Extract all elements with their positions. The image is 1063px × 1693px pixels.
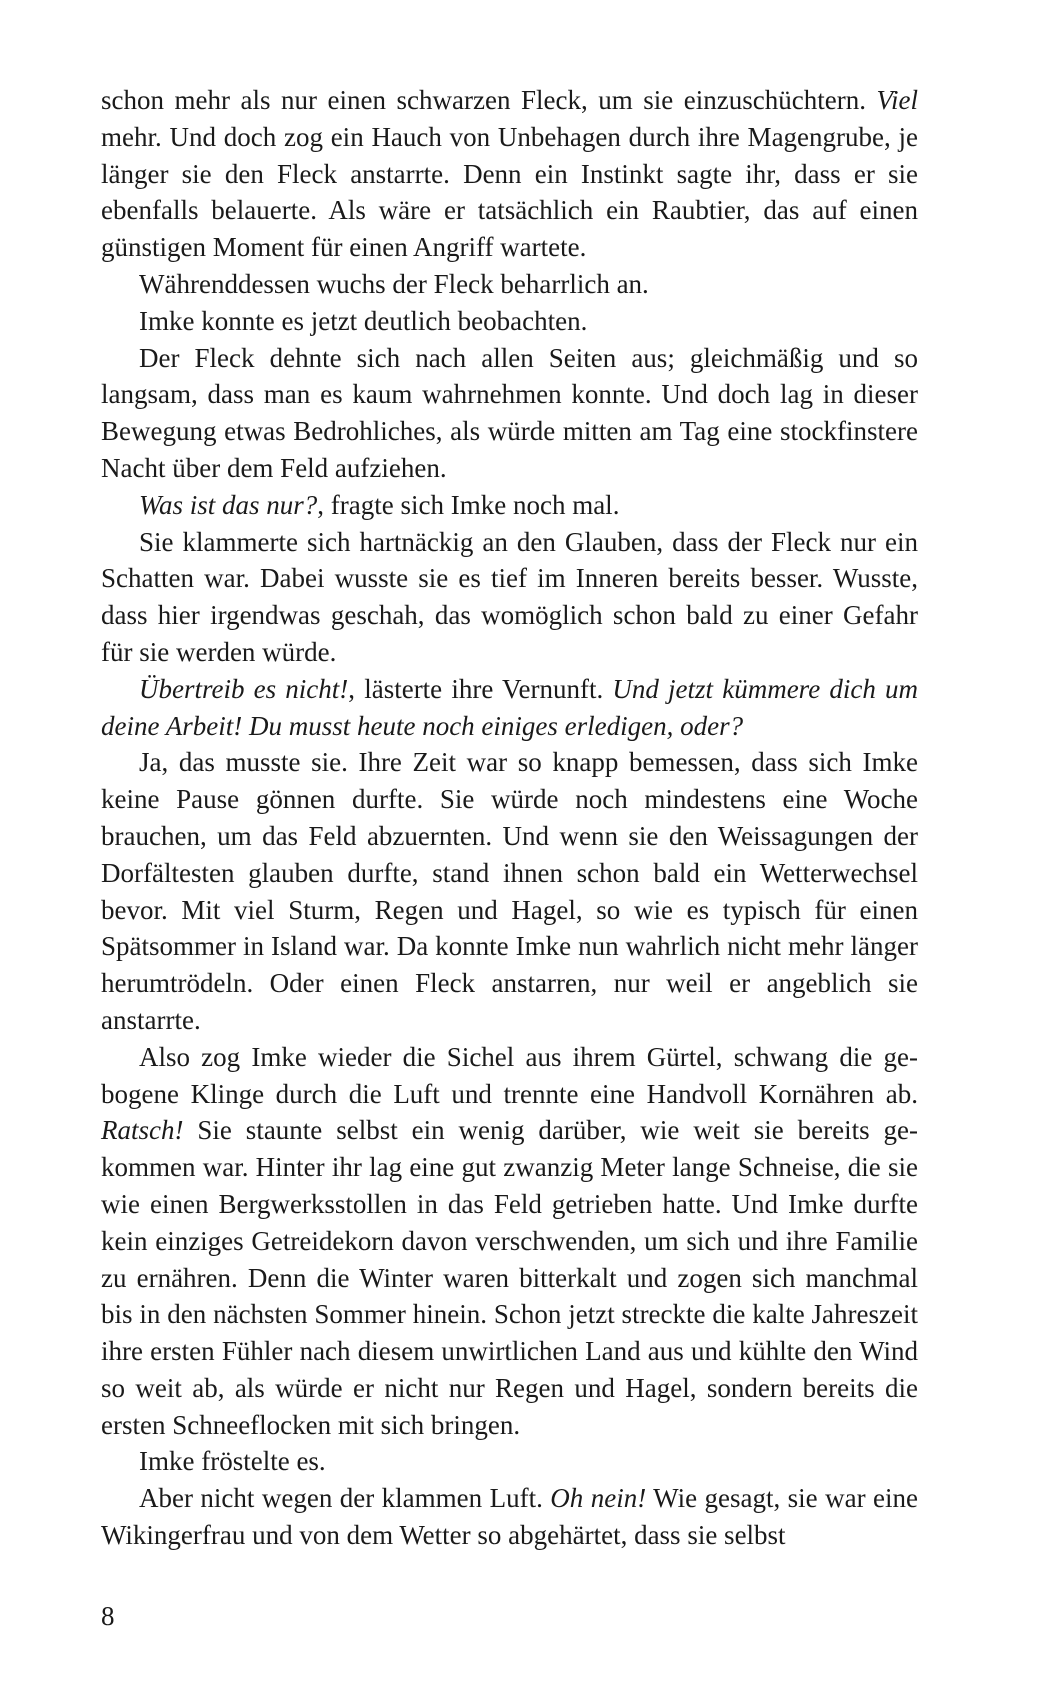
text-run: Sie staunte selbst ein wenig darüber, wie weit sie bereits gekommen war. Hinter ihr lag eine gut zwanzig Meter lange Schneise, die sie wie einen Bergwerksstollen in das Feld getrieben hatte. Und Imke durfte kein einziges Getreidekorn davon verschwenden, um sich und ihre Familie zu ernähren. Denn die Winter waren bitterkalt und zogen sich manchmal bis in den nächsten Sommer hinein. Schon jetzt streckte die kalte Jahreszeit ihre ersten Fühler nach diesem unwirtlichen Land aus und kühlte den Wind so weit ab, als würde er nicht nur Regen und Hagel, sondern bereits die ersten Schneeflocken mit sich bringen. [101, 1115, 918, 1440]
text-run: schon mehr als nur einen schwarzen Fleck, um sie einzuschüchtern. [101, 85, 877, 115]
text-run: Imke fröstelte es. [139, 1446, 326, 1477]
paragraph [101, 266, 918, 303]
paragraph [101, 1443, 918, 1480]
text-run: Aber nicht wegen der klammen Luft. [139, 1483, 551, 1514]
paragraph [101, 524, 918, 671]
text-run: Währenddessen wuchs der Fleck beharrlich an. [139, 268, 649, 299]
paragraph [101, 340, 918, 487]
paragraph [101, 487, 918, 524]
italic-text: Ratsch! [101, 1115, 184, 1146]
text-run: Wie gesagt, sie war eine Wikingerfrau und von dem Wetter so abgehärtet, dass sie selbst [101, 1483, 918, 1551]
paragraph [101, 82, 918, 266]
paragraph [101, 744, 918, 1038]
italic-text: Was ist das nur? [139, 489, 318, 520]
italic-text: Und jetzt kümmere dich um deine Arbeit! Du musst heute noch einiges erledigen, oder? [101, 673, 918, 741]
paragraph [101, 1039, 918, 1444]
text-run: Also zog Imke wieder die Sichel aus ihrem Gürtel, schwang die gebogene Klinge durch die Luft und trennte eine Handvoll Kornähren ab. [101, 1041, 918, 1109]
italic-text: Oh nein! [550, 1483, 647, 1514]
text-run: Der Fleck dehnte sich nach allen Seiten aus; gleichmäßig und so langsam, dass man es kaum wahrnehmen konnte. Und doch lag in dieser Bewegung etwas Bedrohliches, als würde mitten am Tag eine stockfinstere Nacht über dem Feld aufziehen. [101, 342, 918, 483]
body-text [101, 82, 918, 1554]
paragraph [101, 303, 918, 340]
paragraph [101, 671, 918, 745]
text-run: Sie klammerte sich hartnäckig an den Glauben, dass der Fleck nur ein Schatten war. Dabei wusste sie es tief im Inneren bereits besser. Wusste, dass hier irgendwas geschah, das womöglich schon bald zu einer Gefahr für sie werden würde. [101, 526, 918, 667]
text-run: mehr. Und doch zog ein Hauch von Unbehagen durch ihre Magengrube, je länger sie den Fleck anstarrte. Denn ein Instinkt sagte ihr, dass er sie ebenfalls belauerte. Als wäre er tatsächlich ein Raubtier, das auf einen günstigen Moment für einen Angriff wartete. [101, 121, 918, 263]
text-run: Imke konnte es jetzt deutlich beobachten. [139, 305, 588, 336]
italic-text: Viel [876, 85, 918, 115]
page-number: 8 [101, 1601, 115, 1631]
paragraph [101, 1480, 918, 1554]
italic-text: Übertreib es nicht! [139, 673, 349, 704]
text-run: , lästerte ihre Vernunft. [348, 673, 613, 704]
text-run: Ja, das musste sie. Ihre Zeit war so knapp bemessen, dass sich Imke keine Pause gönnen durfte. Sie würde noch mindestens eine Woche brauchen, um das Feld abzuernten. Und wenn sie den Weissagungen der Dorfältesten glauben durfte, stand ihnen schon bald ein Wetterwechsel bevor. Mit viel Sturm, Regen und Hagel, so wie es typisch für einen Spätsommer in Island war. Da konnte Imke nun wahrlich nicht mehr länger herumtrödeln. Oder einen Fleck anstarren, nur weil er angeblich sie anstarrte. [101, 747, 918, 1035]
text-run: , fragte sich Imke noch mal. [317, 489, 620, 520]
